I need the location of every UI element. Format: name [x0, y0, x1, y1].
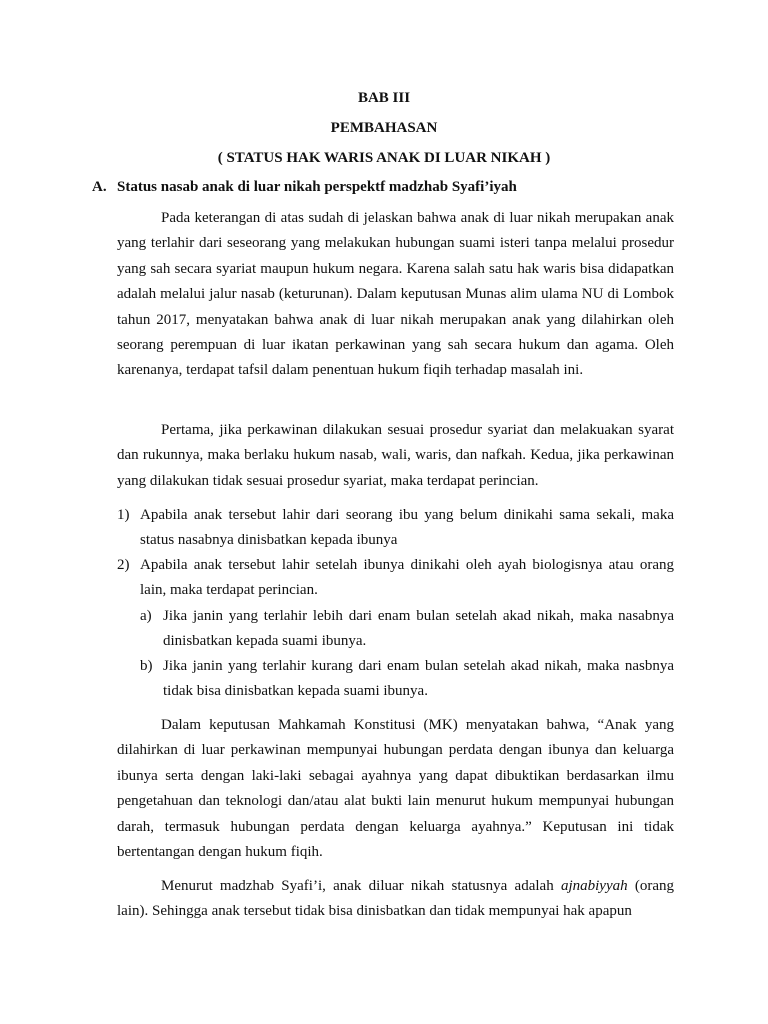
sub-item-b-text: Jika janin yang terlahir kurang dari enam bulan setelah akad nikah, maka nasbnya tidak bisa dinisbatkan kepada suami ibunya. [163, 658, 674, 700]
sub-item-a-text: Jika janin yang terlahir lebih dari enam bulan setelah akad nikah, maka nasabnya dinisbatkan kepada suami ibunya. [163, 608, 674, 650]
paragraph-4-text-end: (orang lain). Sehingga anak tersebut tidak bisa dinisbatkan dan tidak mempunyai hak apapun [117, 878, 675, 920]
paragraph-4-text-start: Menurut madzhab Syafi’i, anak diluar nikah statusnya adalah [161, 878, 561, 894]
list-item-1-number: 1) [117, 507, 130, 523]
chapter-title: PEMBAHASAN [330, 120, 438, 136]
paragraph-3: Dalam keputusan Mahkamah Konstitusi (MK) menyatakan bahwa, “Anak yang dilahirkan di luar perkawinan mempunyai hubungan perdata dengan ibunya dan keluarga ibunya serta dengan laki-laki sebagai ayahnya yang dapat dibuktikan berdasarkan ilmu pengetahuan dan teknologi dan/atau alat bukti lain menurut hukum mempunyai hubungan darah, termasuk hubungan perdata dengan keluarga ayahnya.” Keputusan ini tidak bertentangan dengan hukum fiqih. [117, 717, 674, 861]
list-item-2-text: Apabila anak tersebut lahir setelah ibunya dinikahi oleh ayah biologisnya atau orang lain, maka terdapat perincian. [140, 557, 674, 599]
list-item-1-text: Apabila anak tersebut lahir dari seorang ibu yang belum dinikahi sama sekali, maka status nasabnya dinisbatkan kepada ibunya [140, 507, 674, 549]
section-letter: A. [92, 179, 107, 195]
sub-item-a-number: a) [140, 608, 152, 624]
section-title: Status nasab anak di luar nikah perspektf madzhab Syafi’iyah [117, 179, 517, 195]
chapter-heading: BAB III [357, 90, 411, 106]
paragraph-2: Pertama, jika perkawinan dilakukan sesuai prosedur syariat dan melakuakan syarat dan rukunnya, maka berlaku hukum nasab, wali, waris, dan nafkah. Kedua, jika perkawinan yang dilakukan tidak sesuai prosedur syariat, maka terdapat perincian. [117, 422, 674, 489]
paragraph-4-italic-term: ajnabiyyah [560, 878, 628, 894]
paragraph-1: Pada keterangan di atas sudah di jelaskan bahwa anak di luar nikah merupakan anak yang terlahir dari seseorang yang melakukan hubungan suami isteri tanpa melalui prosedur yang sah secara syariat maupun hukum negara. Karena salah satu hak waris bisa didapatkan adalah melalui jalur nasab (keturunan). Dalam keputusan Munas alim ulama NU di Lombok tahun 2017, menyatakan bahwa anak di luar nikah merupakan anak yang dilahirkan oleh seorang perempuan di luar ikatan perkawinan yang sah secara hukum dan agama. Oleh karenanya, terdapat tafsil dalam penentuan hukum fiqih terhadap masalah ini. [117, 210, 674, 379]
chapter-subtitle: ( STATUS HAK WARIS ANAK DI LUAR NIKAH ) [217, 150, 551, 166]
list-item-2-number: 2) [117, 557, 130, 573]
paragraph-4 [117, 874, 674, 925]
sub-item-b-number: b) [140, 658, 153, 674]
